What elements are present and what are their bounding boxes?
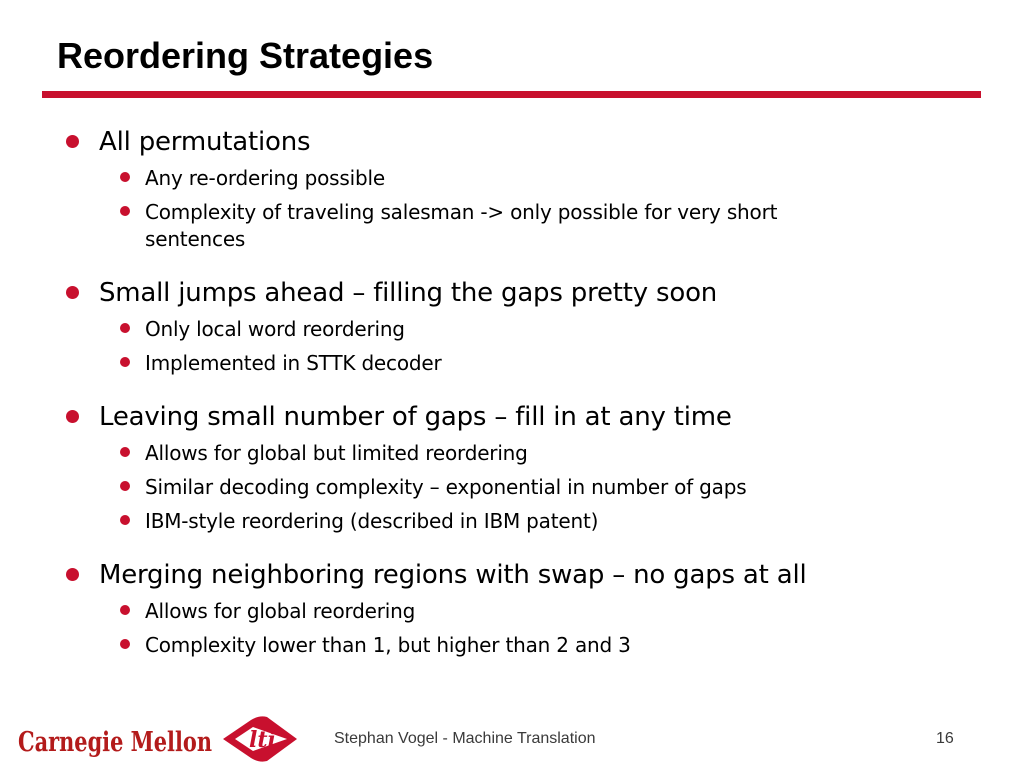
sub-bullet-item (145, 440, 528, 466)
bullet-dot-icon (66, 135, 79, 148)
sub-bullet-item (145, 598, 415, 624)
sub-bullet-dot-icon (120, 605, 130, 615)
sub-bullet-dot-icon (120, 357, 130, 367)
slide-title: Reordering Strategies (57, 35, 434, 76)
sub-bullet-text: Implemented in STTK decoder (145, 351, 442, 375)
bullet-text: Merging neighboring regions with swap – no gaps at all (99, 560, 807, 590)
carnegie-mellon-logo-text: Carnegie Mellon (18, 727, 213, 758)
sub-bullet-text: IBM-style reordering (described in IBM patent) (145, 509, 599, 533)
bullet-text: Leaving small number of gaps – fill in at any time (99, 402, 732, 432)
sub-bullet-dot-icon (120, 323, 130, 333)
bullet-dot-icon (66, 410, 79, 423)
carnegie-mellon-logo (18, 720, 218, 760)
bullet-item (99, 126, 310, 158)
sub-bullet-dot-icon (120, 172, 130, 182)
bullet-dot-icon (66, 568, 79, 581)
lti-logo-text: lti (249, 727, 276, 753)
bullet-dot-icon (66, 286, 79, 299)
sub-bullet-text: Complexity lower than 1, but higher than 2 and 3 (145, 633, 631, 657)
bullet-item (99, 277, 717, 309)
sub-bullet-text: Similar decoding complexity – exponential in number of gaps (145, 475, 747, 499)
sub-bullet-text: Allows for global but limited reordering (145, 441, 528, 465)
sub-bullet-item (145, 199, 777, 225)
sub-bullet-item (145, 316, 405, 342)
sub-bullet-dot-icon (120, 639, 130, 649)
lti-logo (221, 714, 299, 764)
sub-bullet-item (145, 474, 746, 500)
sub-bullet-item (145, 165, 385, 191)
sub-bullet-text: sentences (145, 227, 246, 251)
sub-bullet-text: Only local word reordering (145, 317, 405, 341)
sub-bullet-dot-icon (120, 481, 130, 491)
bullet-text: Small jumps ahead – filling the gaps pretty soon (99, 278, 718, 308)
bullet-item (99, 401, 732, 433)
bullet-text: All permutations (99, 127, 311, 157)
sub-bullet-continuation (145, 226, 245, 252)
sub-bullet-dot-icon (120, 447, 130, 457)
sub-bullet-item (145, 350, 442, 376)
sub-bullet-dot-icon (120, 206, 130, 216)
bullet-item (99, 559, 807, 591)
sub-bullet-dot-icon (120, 515, 130, 525)
page-number: 16 (936, 730, 954, 747)
footer-presenter: Stephan Vogel - Machine Translation (334, 730, 596, 747)
sub-bullet-item (145, 632, 631, 658)
sub-bullet-text: Allows for global reordering (145, 599, 416, 623)
sub-bullet-text: Complexity of traveling salesman -> only possible for very short (145, 200, 778, 224)
sub-bullet-item (145, 508, 598, 534)
sub-bullet-text: Any re-ordering possible (145, 166, 385, 190)
